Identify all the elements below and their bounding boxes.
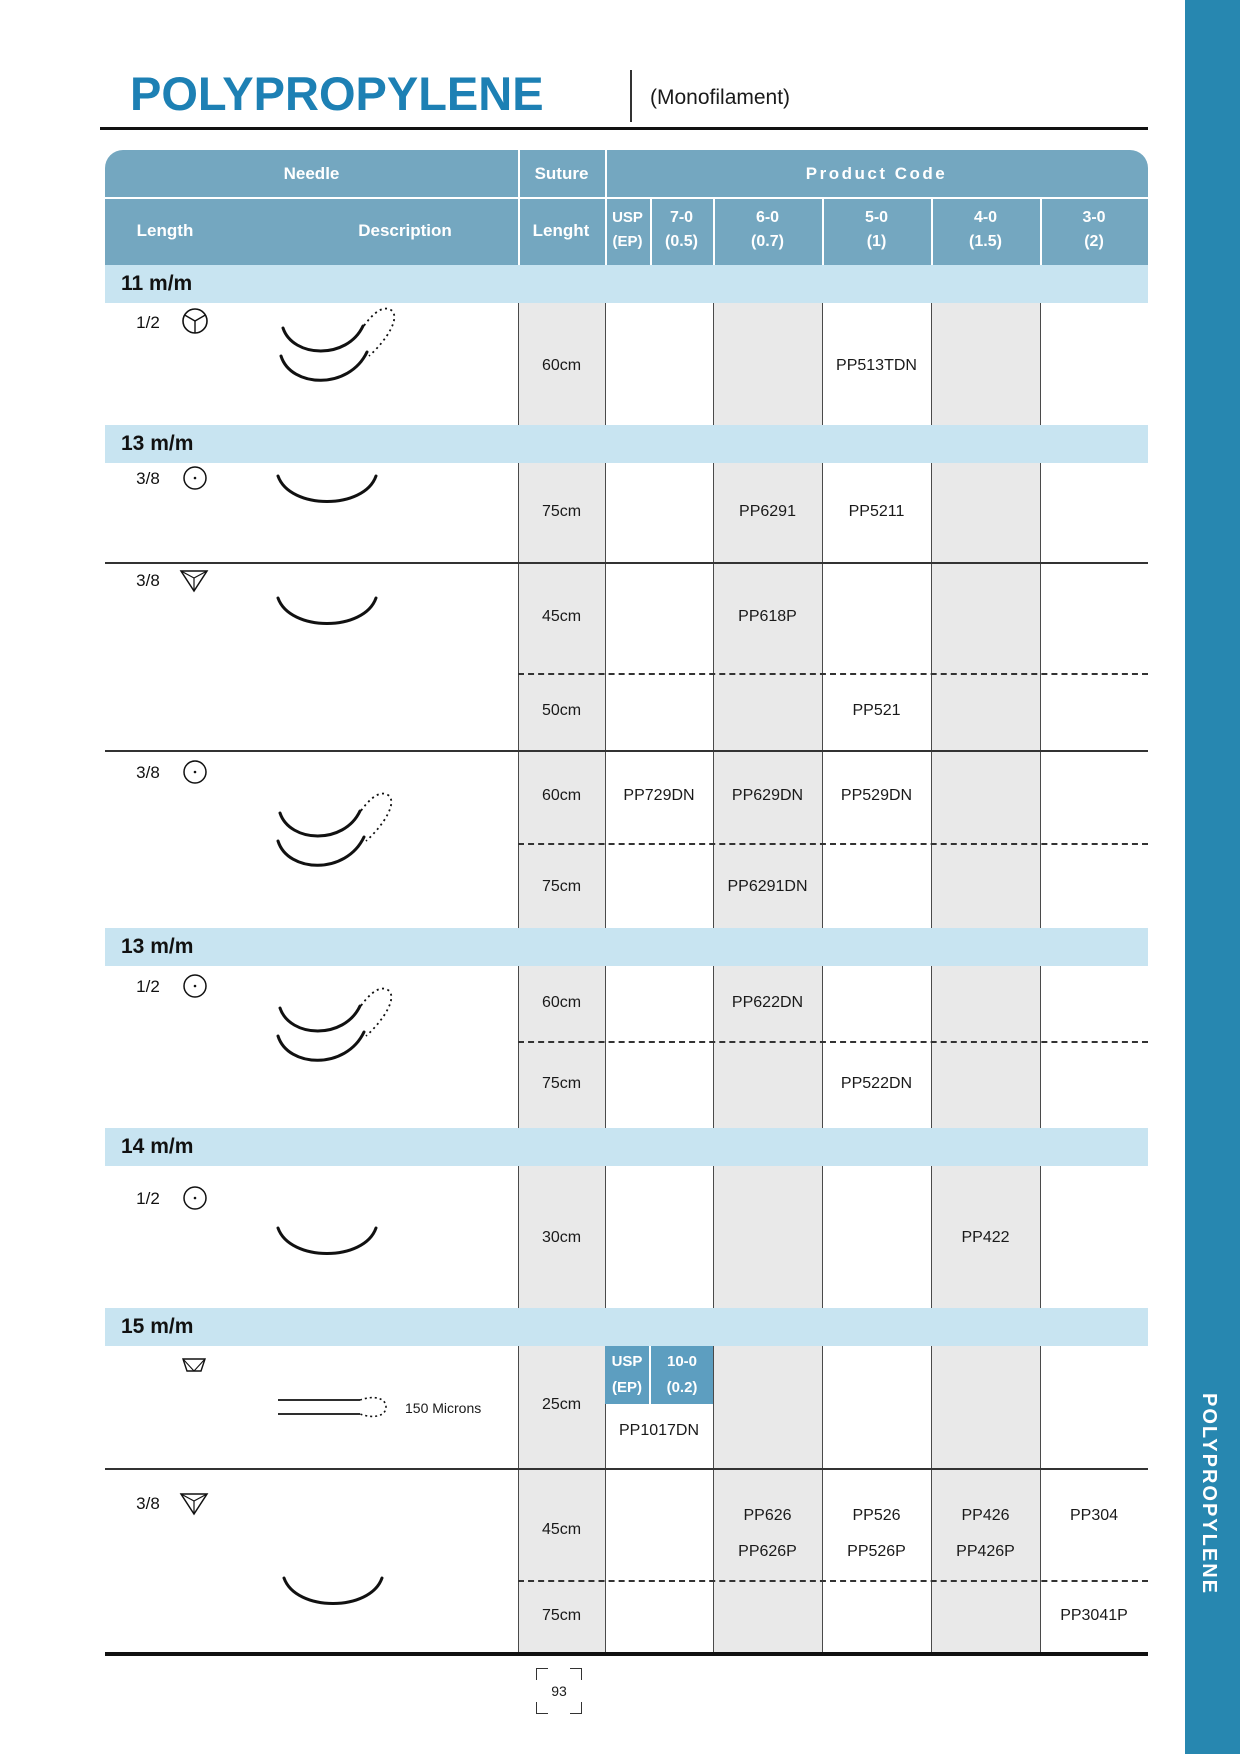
product-code-cell: PP422 [961, 1229, 1010, 1246]
header-description: Description [358, 221, 452, 240]
suture-length-cell: 25cm [541, 1396, 582, 1413]
section-band-13mm [105, 425, 1148, 463]
header-divider [105, 197, 1148, 199]
product-code-cell: PP526 [852, 1507, 901, 1524]
product-code-cell: PP622DN [731, 994, 804, 1011]
curved-needle-drawing [272, 470, 382, 510]
suture-length-cell: 75cm [541, 1075, 582, 1092]
micron-label: 150 Microns [405, 1400, 482, 1416]
suture-length-cell: 75cm [541, 503, 582, 520]
needle-fraction: 3/8 [136, 571, 160, 590]
suture-length-cell: 60cm [541, 357, 582, 374]
needle-fraction: 3/8 [136, 763, 160, 782]
product-code-cell: PP3041P [1060, 1607, 1128, 1624]
page-title: POLYPROPYLENE [130, 67, 544, 120]
product-code-cell: PP6291DN [727, 878, 808, 895]
product-code-cell: PP426 [961, 1507, 1010, 1524]
suture-length-cell: 75cm [541, 878, 582, 895]
product-code-cell: PP526P [847, 1543, 906, 1560]
taper-point-icon [182, 973, 208, 999]
curved-needle-loop-drawing [272, 980, 412, 1090]
header-size-4-0 [931, 206, 1040, 262]
header-size-3-0 [1040, 206, 1148, 262]
section-band-13mm-2 [105, 928, 1148, 966]
suture-length-cell: 45cm [541, 608, 582, 625]
size-label-line: (0.7) [751, 233, 784, 250]
section-band-14mm [105, 1128, 1148, 1166]
needle-fraction: 3/8 [136, 469, 160, 488]
header-size-usp [605, 206, 650, 262]
needle-fraction: 3/8 [136, 1494, 160, 1513]
product-code-cell: PP5211 [848, 503, 905, 520]
section-band-11mm [105, 265, 1148, 303]
product-code-cell: PP626 [743, 1507, 792, 1524]
curved-needle-drawing [278, 1572, 388, 1612]
table-bottom-border [105, 1652, 1148, 1656]
header-size-7-0 [650, 206, 713, 262]
header-length: Length [136, 221, 194, 240]
size-label-line: (0.5) [665, 233, 698, 250]
row-separator [105, 750, 1148, 752]
reverse-cutting-icon [178, 1489, 210, 1517]
product-code-cell: PP513TDN [836, 357, 917, 374]
section-label: 11 m/m [121, 272, 193, 295]
curved-needle-drawing [272, 1222, 382, 1262]
row-separator [105, 1468, 1148, 1470]
header-size-5-0 [822, 206, 931, 262]
mini-header-line: 10-0 [666, 1353, 698, 1370]
size-label-line: (EP) [612, 233, 643, 250]
section-label: 13 m/m [121, 935, 194, 958]
product-code-cell: PP626P [738, 1543, 797, 1560]
product-code-cell: PP629DN [731, 787, 804, 804]
taper-point-icon [182, 1185, 208, 1211]
section-band-15mm [105, 1308, 1148, 1346]
product-code-cell: PP529DN [840, 787, 913, 804]
page-number [536, 1668, 582, 1714]
product-code-cell: PP1017DN [618, 1422, 700, 1439]
suture-length-cell: 45cm [541, 1521, 582, 1538]
size-label-line: USP [612, 209, 643, 226]
size-label-line: (2) [1084, 233, 1104, 250]
curved-needle-loop-drawing [275, 300, 415, 410]
taper-point-icon [182, 465, 208, 491]
header-size-6-0 [713, 206, 822, 262]
mini-header-usp [605, 1346, 649, 1404]
title-rule [100, 127, 1148, 130]
product-code-cell: PP426P [956, 1543, 1015, 1560]
section-label: 15 m/m [121, 1315, 194, 1338]
row-separator-dashed [518, 1041, 1148, 1043]
product-code-cell: PP729DN [623, 787, 695, 804]
size-label-line: 7-0 [669, 209, 694, 226]
suture-length-cell: 30cm [541, 1229, 582, 1246]
curved-needle-drawing [272, 592, 382, 632]
suture-length-cell: 75cm [541, 1607, 582, 1624]
table-header [105, 150, 1148, 265]
mini-header-line: (0.2) [666, 1379, 698, 1396]
needle-fraction: 1/2 [136, 1189, 160, 1208]
reverse-cutting-icon [178, 566, 210, 594]
product-code-cell: PP6291 [739, 503, 796, 520]
section-label: 13 m/m [121, 432, 194, 455]
row-separator-dashed [518, 843, 1148, 845]
mini-header-10-0 [651, 1346, 713, 1404]
suture-length-cell: 60cm [541, 994, 582, 1011]
row-separator-dashed [518, 673, 1148, 675]
product-code-cell: PP304 [1069, 1507, 1119, 1524]
product-code-cell: PP522DN [840, 1075, 913, 1092]
taper-point-icon [182, 759, 208, 785]
header-product-code: Product Code [805, 164, 948, 183]
product-code-cell: PP618P [738, 608, 797, 625]
row-separator [105, 562, 1148, 564]
mini-header-line: USP [611, 1353, 643, 1370]
row-separator-dashed [518, 1580, 1148, 1582]
circle-three-spoke-icon [180, 306, 210, 336]
page-subtitle: (Monofilament) [650, 86, 791, 109]
size-label-line: (1) [866, 233, 887, 250]
mini-header-line: (EP) [612, 1379, 642, 1396]
size-label-line: 4-0 [973, 209, 998, 226]
needle-fraction: 1/2 [136, 977, 160, 996]
suture-length-cell: 60cm [541, 787, 582, 804]
section-label: 14 m/m [121, 1135, 194, 1158]
product-code-cell: PP521 [852, 702, 901, 719]
header-lenght: Lenght [532, 221, 590, 240]
suture-length-cell: 50cm [541, 702, 582, 719]
needle-fraction: 1/2 [136, 313, 160, 332]
page-number-value: 93 [551, 1683, 567, 1699]
size-label-line: 5-0 [864, 209, 889, 226]
size-label-line: (1.5) [969, 233, 1002, 250]
spatula-icon [180, 1356, 208, 1374]
header-needle: Needle [283, 164, 340, 183]
header-suture: Suture [534, 164, 589, 183]
curved-needle-loop-drawing [272, 785, 412, 895]
size-label-line: 3-0 [1082, 209, 1106, 226]
size-label-line: 6-0 [755, 209, 780, 226]
title-divider [630, 70, 632, 122]
sidebar-label: POLYPROPYLENE [1198, 1393, 1220, 1595]
